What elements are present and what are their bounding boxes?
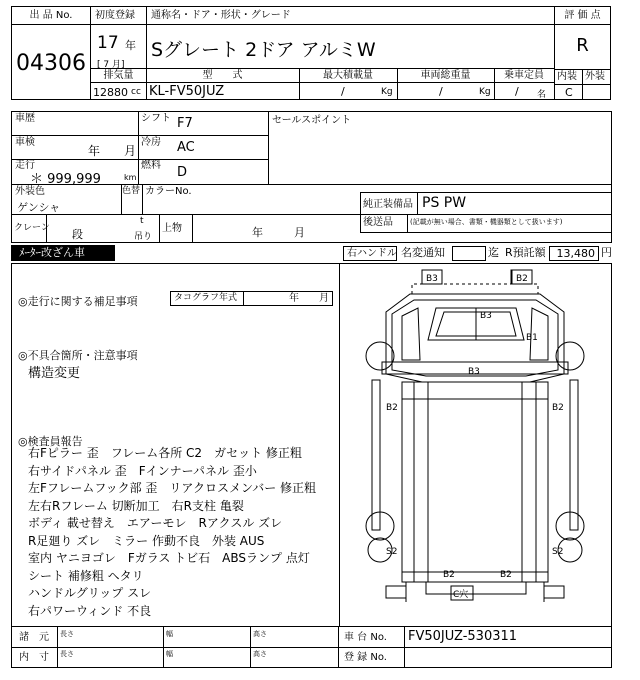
- report-line: 室内 ヤニヨゴレ Fガラス トビ石 ABSランプ 点灯: [28, 551, 310, 565]
- ac: AC: [177, 140, 195, 155]
- capacity: /: [515, 85, 519, 98]
- report-line: 右サイドパネル 歪 Fインナーパネル 歪小: [28, 463, 257, 478]
- deposit-label: 迄: [488, 246, 499, 259]
- yen-unit: 円: [601, 246, 612, 259]
- aftermarket-note: (記載が無い場合、書類・機器類として扱います): [410, 218, 563, 226]
- chassis-no: FV50JUZ-530311: [408, 629, 518, 644]
- recycle-label: R預託額: [505, 246, 546, 259]
- history-label: 車歴: [15, 113, 35, 124]
- mileage: ＊ 999,999: [30, 172, 101, 187]
- tag-b3-windshield: B3: [480, 311, 492, 321]
- tag-b2-rear-right: B2: [500, 570, 512, 580]
- defects-heading: ◎不具合箇所・注意事項: [18, 349, 138, 362]
- defect-item: 構造変更: [28, 366, 81, 381]
- length-label-2: 長さ: [60, 650, 74, 658]
- upper-month: 月: [294, 226, 305, 239]
- model-info-box: [90, 6, 555, 100]
- report-line: 左右Rフレーム 切断加工 右R支柱 亀裂: [28, 498, 244, 513]
- tag-b2-body-right: B2: [552, 403, 564, 413]
- gross-weight-unit: Kg: [479, 87, 491, 97]
- exhibit-no-box: [11, 6, 91, 100]
- chassis-label: 車 台 No.: [344, 632, 387, 643]
- tag-b1-cab: B1: [526, 333, 538, 343]
- ac-label: 冷房: [141, 137, 161, 148]
- report-line: ハンドルグリップ スレ: [28, 586, 152, 600]
- driving-note-heading: ◎走行に関する補足事項: [18, 295, 138, 308]
- model-name-label: 通称名・ドア・形状・グレード: [151, 10, 291, 21]
- rhd-label: 右ハンドル: [347, 248, 397, 259]
- exterior-label: 外装: [585, 71, 605, 82]
- vehicle-info-box: [11, 111, 612, 243]
- tacho-month: 月: [319, 293, 329, 304]
- aftermarket-label: 後送品: [363, 217, 393, 228]
- report-line: 右パワーウィンド 不良: [28, 603, 152, 618]
- model-type: KL-FV50JUZ: [149, 84, 225, 99]
- sales-point-label: セールスポイント: [272, 115, 352, 126]
- first-reg-year-unit: 年: [125, 39, 136, 52]
- displacement-label: 排気量: [103, 70, 134, 81]
- color-no-label: 色替: [122, 186, 141, 196]
- tag-s2-left: S2: [386, 547, 398, 557]
- max-load-label: 最大積載量: [323, 70, 373, 81]
- grade-value: R: [576, 35, 589, 56]
- tag-b3-cab-lower: B3: [468, 367, 480, 377]
- upper-label: 上物: [162, 223, 182, 234]
- width-label-2: 幅: [166, 650, 173, 658]
- footer-box: [11, 626, 612, 668]
- tacho-year: 年: [289, 293, 299, 304]
- tag-b2-body-left: B2: [386, 403, 398, 413]
- tag-b3-front-left: B3: [426, 274, 438, 284]
- report-line: 左Fフレームフック部 歪 リアクロスメンバー 修正粗: [28, 481, 317, 495]
- registration-label: 登 録 No.: [344, 652, 387, 663]
- rhd-box: [343, 246, 397, 261]
- model-name: Sグレート 2ドア アルミW: [151, 39, 376, 61]
- grade-box: [554, 6, 611, 100]
- tag-b2-rear-left: B2: [443, 570, 455, 580]
- specs-label: 諸 元: [19, 632, 49, 643]
- mileage-unit: km: [124, 173, 137, 182]
- meter-tamper-badge: [11, 245, 115, 261]
- shift-label: シフト: [141, 113, 171, 124]
- equipment-label: 純正装備品: [363, 199, 413, 210]
- recycle-amount-box: [549, 246, 599, 261]
- tacho-box: [170, 291, 333, 306]
- height-label: 高さ: [253, 630, 267, 638]
- fuel-label: 燃料: [141, 160, 161, 171]
- width-label: 幅: [166, 630, 173, 638]
- grade-label: 評 価 点: [564, 10, 601, 21]
- report-line: シート 補修粗 ヘタリ: [28, 568, 144, 583]
- color-code-label: カラーNo.: [145, 186, 192, 197]
- name-change-label: 名変通知: [401, 246, 445, 259]
- crane-ton: 吊り: [134, 232, 153, 242]
- crane-label: クレーン: [14, 223, 50, 233]
- fuel: D: [177, 165, 188, 180]
- interior-value: C: [565, 86, 573, 99]
- exhibit-no: 04306: [16, 51, 86, 76]
- ext-color-label: 外装色: [15, 186, 45, 197]
- exhibit-no-label: 出 品 No.: [29, 10, 73, 21]
- name-change-box: [452, 246, 486, 261]
- first-reg-label: 初度登録: [95, 10, 135, 21]
- tag-s2-right: S2: [552, 547, 564, 557]
- report-line: R足廻り ズレ ミラー 作動不良 外装 AUS: [28, 533, 265, 548]
- interior-dim-label: 内 寸: [19, 652, 49, 663]
- recycle-amount: 13,480: [556, 247, 595, 260]
- meter-tamper-text: ﾒｰﾀｰ改ざん車: [19, 246, 85, 259]
- inspection-month: 月: [124, 144, 137, 158]
- cc-unit: cc: [131, 87, 141, 97]
- tag-b2-front-right: B2: [516, 274, 528, 284]
- capacity-label: 乗車定員: [504, 70, 544, 81]
- inspection-label: 車検: [15, 137, 35, 148]
- crane-ton-top: t: [140, 216, 144, 226]
- model-type-label: 型 式: [202, 70, 243, 81]
- first-reg-month: [ 7 月]: [97, 60, 125, 70]
- max-load-unit: Kg: [381, 87, 393, 97]
- tacho-label: タコグラフ年式: [174, 293, 238, 303]
- gross-weight-label: 車両総重量: [420, 70, 471, 81]
- c-hole-label: C穴: [453, 590, 469, 600]
- truck-diagram: [340, 264, 611, 626]
- equipment: PS PW: [422, 195, 467, 211]
- height-label-2: 高さ: [253, 650, 267, 658]
- mileage-label: 走行: [15, 160, 35, 171]
- crane-stage: 段: [72, 228, 83, 241]
- gross-weight: /: [439, 85, 443, 98]
- displacement: 12880: [93, 86, 128, 99]
- shift: F7: [177, 116, 193, 131]
- length-label: 長さ: [60, 630, 74, 638]
- report-line: 右Fピラー 歪 フレーム各所 C2 ガセット 修正粗: [28, 446, 302, 460]
- report-line: ボディ 載せ替え エアーモレ Rアクスル ズレ: [28, 516, 283, 530]
- max-load: /: [341, 85, 345, 98]
- capacity-unit: 名: [537, 90, 547, 100]
- upper-year: 年: [252, 226, 263, 239]
- inspector-heading: ◎検査員報告: [18, 435, 83, 448]
- ext-color: ゲンシャ: [17, 201, 61, 214]
- inspection-year: 年: [88, 144, 101, 158]
- first-reg-year: 17: [97, 33, 119, 53]
- interior-label: 内装: [557, 71, 577, 82]
